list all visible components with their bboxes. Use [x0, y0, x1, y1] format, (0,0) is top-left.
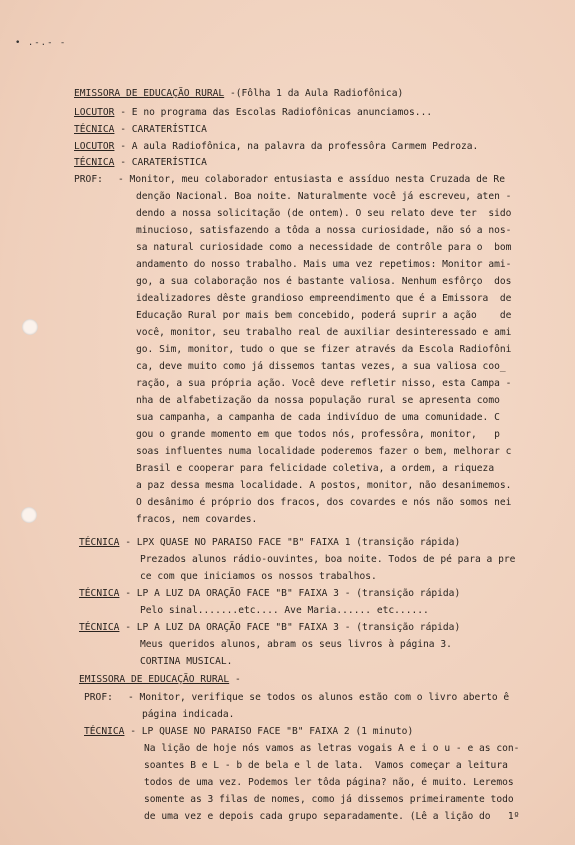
script-line — [74, 124, 207, 136]
speaker-label: TÉCNICA — [84, 726, 125, 737]
punch-hole-lower — [21, 507, 37, 523]
line-text: - CARATERÍSTICA — [120, 124, 207, 135]
paragraph-line: - Monitor, meu colaborador entusiasta e assíduo nesta Cruzada de Re — [118, 174, 505, 185]
line-text: - LP QUASE NO PARAISO FACE "B" FAIXA 2 (1 minuto) — [130, 726, 414, 737]
line-text: - LP A LUZ DA ORAÇÃO FACE "B" FAIXA 3 - (transição rápida) — [125, 622, 461, 633]
line-text: - — [229, 674, 241, 685]
paragraph-line: sua campanha, a campanha de cada indivíduo de uma comunidade. C — [136, 412, 500, 423]
paragraph-line: go, a sua colaboração nos é bastante valiosa. Nenhum esfôrço dos — [136, 276, 512, 287]
paragraph-line: ca, deve muito como já dissemos tantas vezes, a sua valiosa coo_ — [136, 361, 506, 372]
script-line — [74, 141, 478, 153]
paragraph-line: Educação Rural por mais bem concebido, poderá suprir a ação de — [136, 310, 512, 321]
paragraph-line: Pelo sinal.......etc.... Ave Maria...... etc...... — [140, 605, 429, 616]
line-text: - LP A LUZ DA ORAÇÃO FACE "B" FAIXA 3 - (transição rápida) — [125, 588, 461, 599]
paragraph-line: O desânimo é próprio dos fracos, dos covardes e nós não somos nei — [136, 497, 512, 508]
paragraph-line: fracos, nem covardes. — [136, 514, 258, 525]
line-text: - CARATERÍSTICA — [120, 157, 207, 168]
paragraph-line: - Monitor, verifique se todos os alunos estão com o livro aberto ê — [128, 692, 510, 703]
ink-mark: • .-.- - — [15, 38, 67, 48]
paragraph-line: CORTINA MUSICAL. — [140, 656, 233, 667]
speaker-label: TÉCNICA — [74, 124, 115, 135]
speaker-label: PROF: — [74, 174, 103, 185]
paragraph-line: Prezados alunos rádio-ouvintes, boa noite. Todos de pé para a pre — [140, 554, 516, 565]
speaker-label: PROF: — [84, 692, 113, 703]
paragraph-line: Na lição de hoje nós vamos as letras vogais A e i o u - e as con- — [144, 743, 520, 754]
line-text: - E no programa das Escolas Radiofônicas anunciamos... — [120, 107, 433, 118]
paragraph-line: ração, a sua própria ação. Você deve refletir nisso, esta Campa - — [136, 378, 512, 389]
paragraph-line: idealizadores dêste grandioso empreendimento que é a Emissora de — [136, 293, 512, 304]
speaker-label: LOCUTOR — [74, 107, 115, 118]
paragraph-line: todos de uma vez. Podemos ler tôda página? não, é muito. Leremos — [144, 777, 514, 788]
station-label: EMISSORA DE EDUCAÇÃO RURAL — [79, 674, 230, 685]
paragraph-line: de uma vez e depois cada grupo separadamente. (Lê a lição do 1º — [144, 811, 520, 822]
paragraph-line: Brasil e cooperar para felicidade coletiva, a ordem, a riqueza — [136, 463, 506, 474]
paragraph-line: soantes B e L - b de bela e l de lata. Vamos começar a leitura — [144, 760, 508, 771]
punch-hole-upper — [22, 319, 38, 335]
paragraph-line: minucioso, satisfazendo a tôda a nossa curiosidade, não só a nos- — [136, 225, 512, 236]
paragraph-line: soas influentes numa localidade poderemos fazer o bem, melhorar c — [136, 446, 512, 457]
paragraph-line: página indicada. — [142, 709, 235, 720]
speaker-label: TÉCNICA — [79, 588, 120, 599]
paragraph-line: Meus queridos alunos, abram os seus livros à página 3. — [140, 639, 452, 650]
speaker-label: TÉCNICA — [79, 537, 120, 548]
paragraph-line: dendo a nossa solicitação (de ontem). O seu relato deve ter sido — [136, 208, 512, 219]
paragraph-line: ce com que iniciamos os nossos trabalhos. — [140, 571, 377, 582]
paragraph-line: somente as 3 filas de nomes, como já dissemos primeiramente todo — [144, 794, 514, 805]
script-line — [79, 537, 460, 549]
paragraph-line: a paz dessa mesma localidade. A postos, monitor, não desanimemos. — [136, 480, 512, 491]
script-line — [79, 674, 241, 686]
speaker-label: TÉCNICA — [79, 622, 120, 633]
paragraph-line: sa natural curiosidade como a necessidade de contrôle para o bom — [136, 242, 512, 253]
document-header — [74, 88, 403, 100]
speaker-label: TÉCNICA — [74, 157, 115, 168]
script-line — [74, 157, 207, 169]
line-text: - LPX QUASE NO PARAISO FACE "B" FAIXA 1 (transição rápida) — [125, 537, 461, 548]
script-line — [84, 726, 413, 738]
paragraph-line: nha de alfabetização da nossa população rural se apresenta como — [136, 395, 500, 406]
paragraph-line: go. Sim, monitor, tudo o que se fizer através da Escola Radiofôni — [136, 344, 512, 355]
paragraph-line: gou o grande momento em que todos nós, professôra, monitor, p — [136, 429, 500, 440]
paragraph-line: você, monitor, seu trabalho real de auxiliar desinteressado e ami — [136, 327, 512, 338]
paragraph-line: andamento do nosso trabalho. Mais uma vez repetimos: Monitor ami- — [136, 259, 512, 270]
script-line — [79, 622, 460, 634]
sheet-note: -(Fôlha 1 da Aula Radiofônica) — [229, 88, 404, 99]
line-text: - A aula Radiofônica, na palavra da professôra Carmem Pedroza. — [120, 141, 479, 152]
paragraph-line: denção Nacional. Boa noite. Naturalmente você já escreveu, aten - — [136, 191, 512, 202]
station-name: EMISSORA DE EDUCAÇÃO RURAL — [74, 88, 225, 99]
script-line — [79, 588, 460, 600]
speaker-label: LOCUTOR — [74, 141, 115, 152]
script-line — [74, 107, 432, 119]
